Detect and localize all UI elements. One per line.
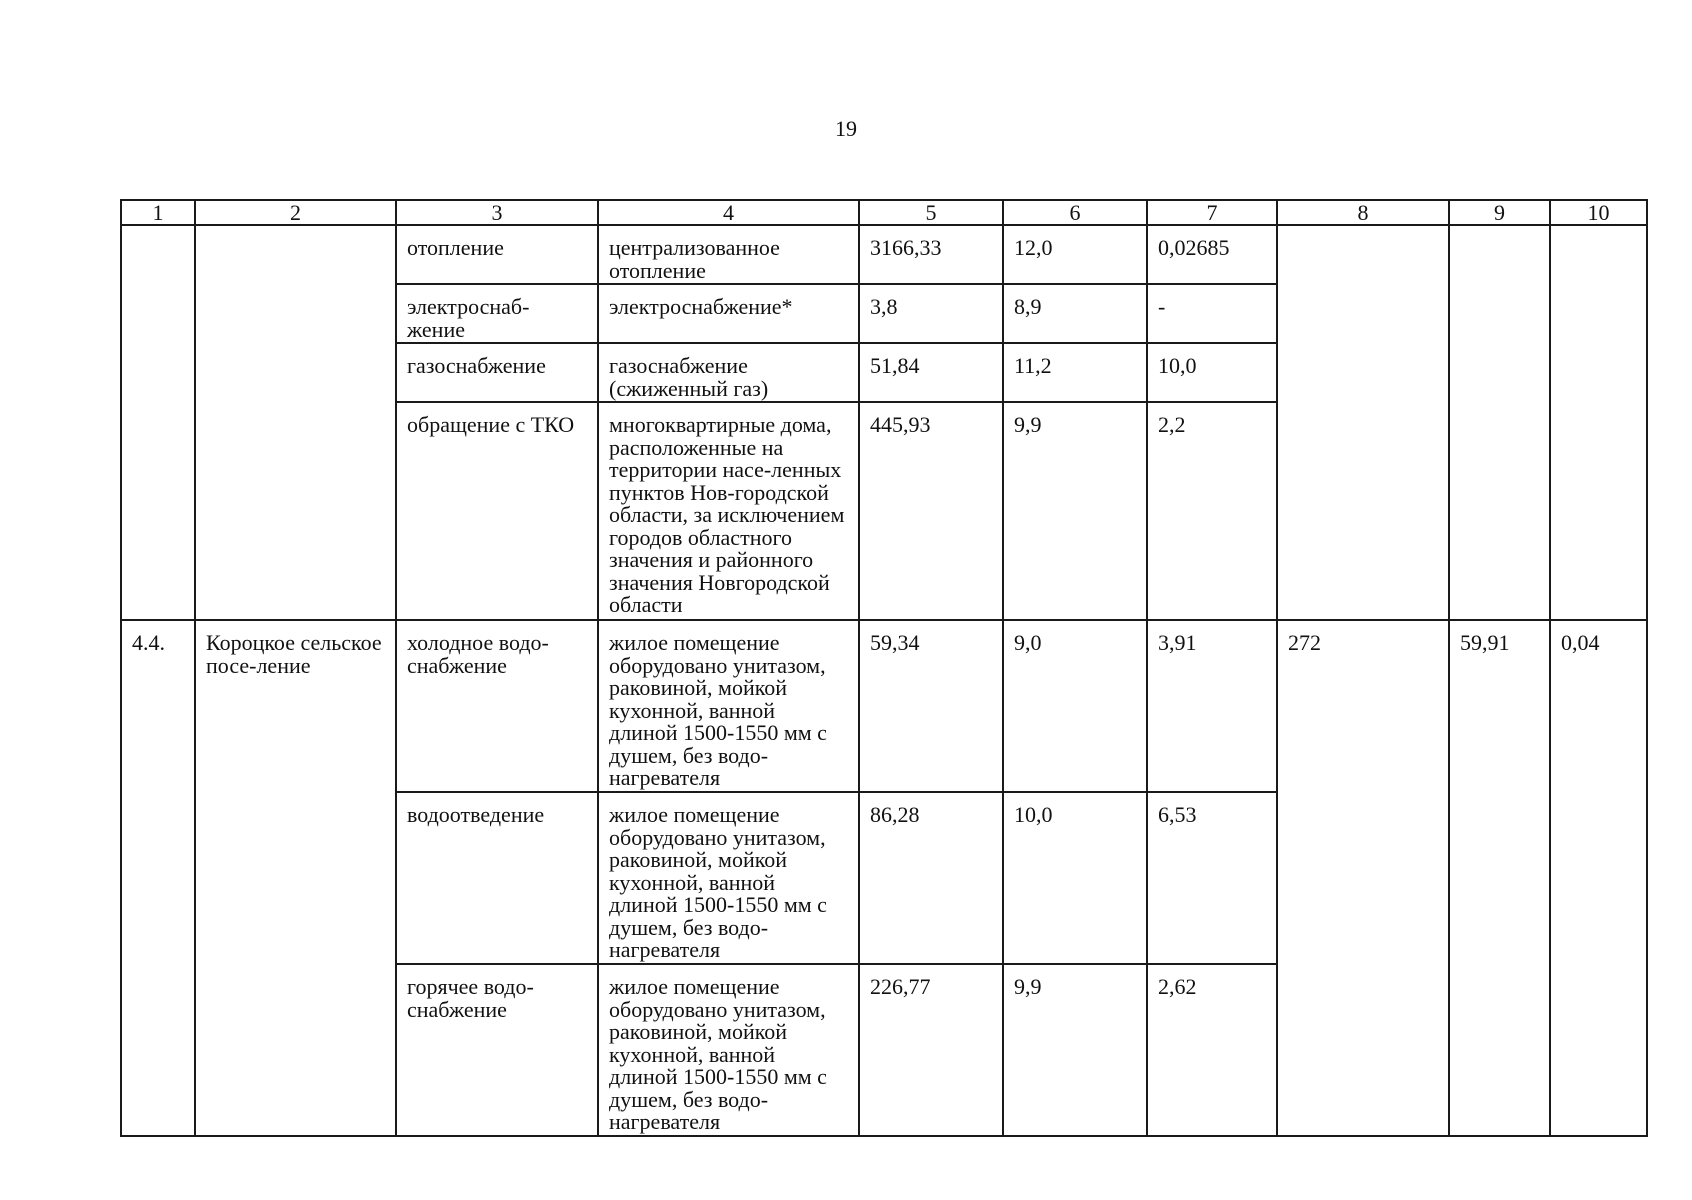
header-cell-6: 6 (1003, 200, 1147, 225)
description-cell: жилое помещение оборудовано унитазом, раковиной, мойкой кухонной, ванной длиной 1500-1550 мм с душем, без водо-нагревателя (598, 964, 859, 1136)
service-cell: обращение с ТКО (396, 402, 598, 620)
value-cell-5: 445,93 (859, 402, 1003, 620)
continuation-cell-10 (1550, 225, 1647, 620)
value-cell-7: 2,62 (1147, 964, 1277, 1136)
value-cell-6: 12,0 (1003, 225, 1147, 284)
description-cell: жилое помещение оборудовано унитазом, раковиной, мойкой кухонной, ванной длиной 1500-1550 мм с душем, без водо-нагревателя (598, 620, 859, 792)
service-cell: электроснаб-жение (396, 284, 598, 343)
value-cell-5: 226,77 (859, 964, 1003, 1136)
continuation-cell-9 (1449, 225, 1550, 620)
header-cell-4: 4 (598, 200, 859, 225)
description-cell: электроснабжение* (598, 284, 859, 343)
service-cell: холодное водо-снабжение (396, 620, 598, 792)
service-cell: газоснабжение (396, 343, 598, 402)
value-cell-6: 10,0 (1003, 792, 1147, 964)
value-cell-5: 86,28 (859, 792, 1003, 964)
continuation-cell-8 (1277, 225, 1449, 620)
value-cell-10: 0,04 (1550, 620, 1647, 1136)
header-cell-1: 1 (121, 200, 195, 225)
value-cell-5: 59,34 (859, 620, 1003, 792)
value-cell-7: 10,0 (1147, 343, 1277, 402)
description-cell: газоснабжение (сжиженный газ) (598, 343, 859, 402)
description-cell: многоквартирные дома, расположенные на территории насе-ленных пунктов Нов-городской области, за исключением городов областного значения и районного значения Новгородской области (598, 402, 859, 620)
value-cell-7: 3,91 (1147, 620, 1277, 792)
continuation-name-cell (195, 225, 396, 620)
page-number: 19 (835, 116, 857, 141)
header-cell-2: 2 (195, 200, 396, 225)
header-cell-8: 8 (1277, 200, 1449, 225)
description-cell: централизованное отопление (598, 225, 859, 284)
header-cell-7: 7 (1147, 200, 1277, 225)
value-cell-7: 0,02685 (1147, 225, 1277, 284)
value-cell-8: 272 (1277, 620, 1449, 1136)
value-cell-6: 9,9 (1003, 964, 1147, 1136)
settlement-number-cell: 4.4. (121, 620, 195, 1136)
continuation-number-cell (121, 225, 195, 620)
value-cell-7: - (1147, 284, 1277, 343)
value-cell-6: 9,0 (1003, 620, 1147, 792)
value-cell-6: 8,9 (1003, 284, 1147, 343)
tariff-table (120, 199, 1648, 1137)
header-cell-10: 10 (1550, 200, 1647, 225)
value-cell-6: 9,9 (1003, 402, 1147, 620)
header-row (121, 200, 1647, 225)
value-cell-5: 51,84 (859, 343, 1003, 402)
header-cell-5: 5 (859, 200, 1003, 225)
service-cell: отопление (396, 225, 598, 284)
value-cell-6: 11,2 (1003, 343, 1147, 402)
header-cell-9: 9 (1449, 200, 1550, 225)
description-cell: жилое помещение оборудовано унитазом, раковиной, мойкой кухонной, ванной длиной 1500-1550 мм с душем, без водо-нагревателя (598, 792, 859, 964)
value-cell-7: 6,53 (1147, 792, 1277, 964)
value-cell-5: 3166,33 (859, 225, 1003, 284)
value-cell-9: 59,91 (1449, 620, 1550, 1136)
settlement-name-cell: Короцкое сельское посе-ление (195, 620, 396, 1136)
table-row (121, 225, 1647, 284)
header-cell-3: 3 (396, 200, 598, 225)
table-row (121, 620, 1647, 792)
service-cell: водоотведение (396, 792, 598, 964)
service-cell: горячее водо-снабжение (396, 964, 598, 1136)
value-cell-5: 3,8 (859, 284, 1003, 343)
value-cell-7: 2,2 (1147, 402, 1277, 620)
